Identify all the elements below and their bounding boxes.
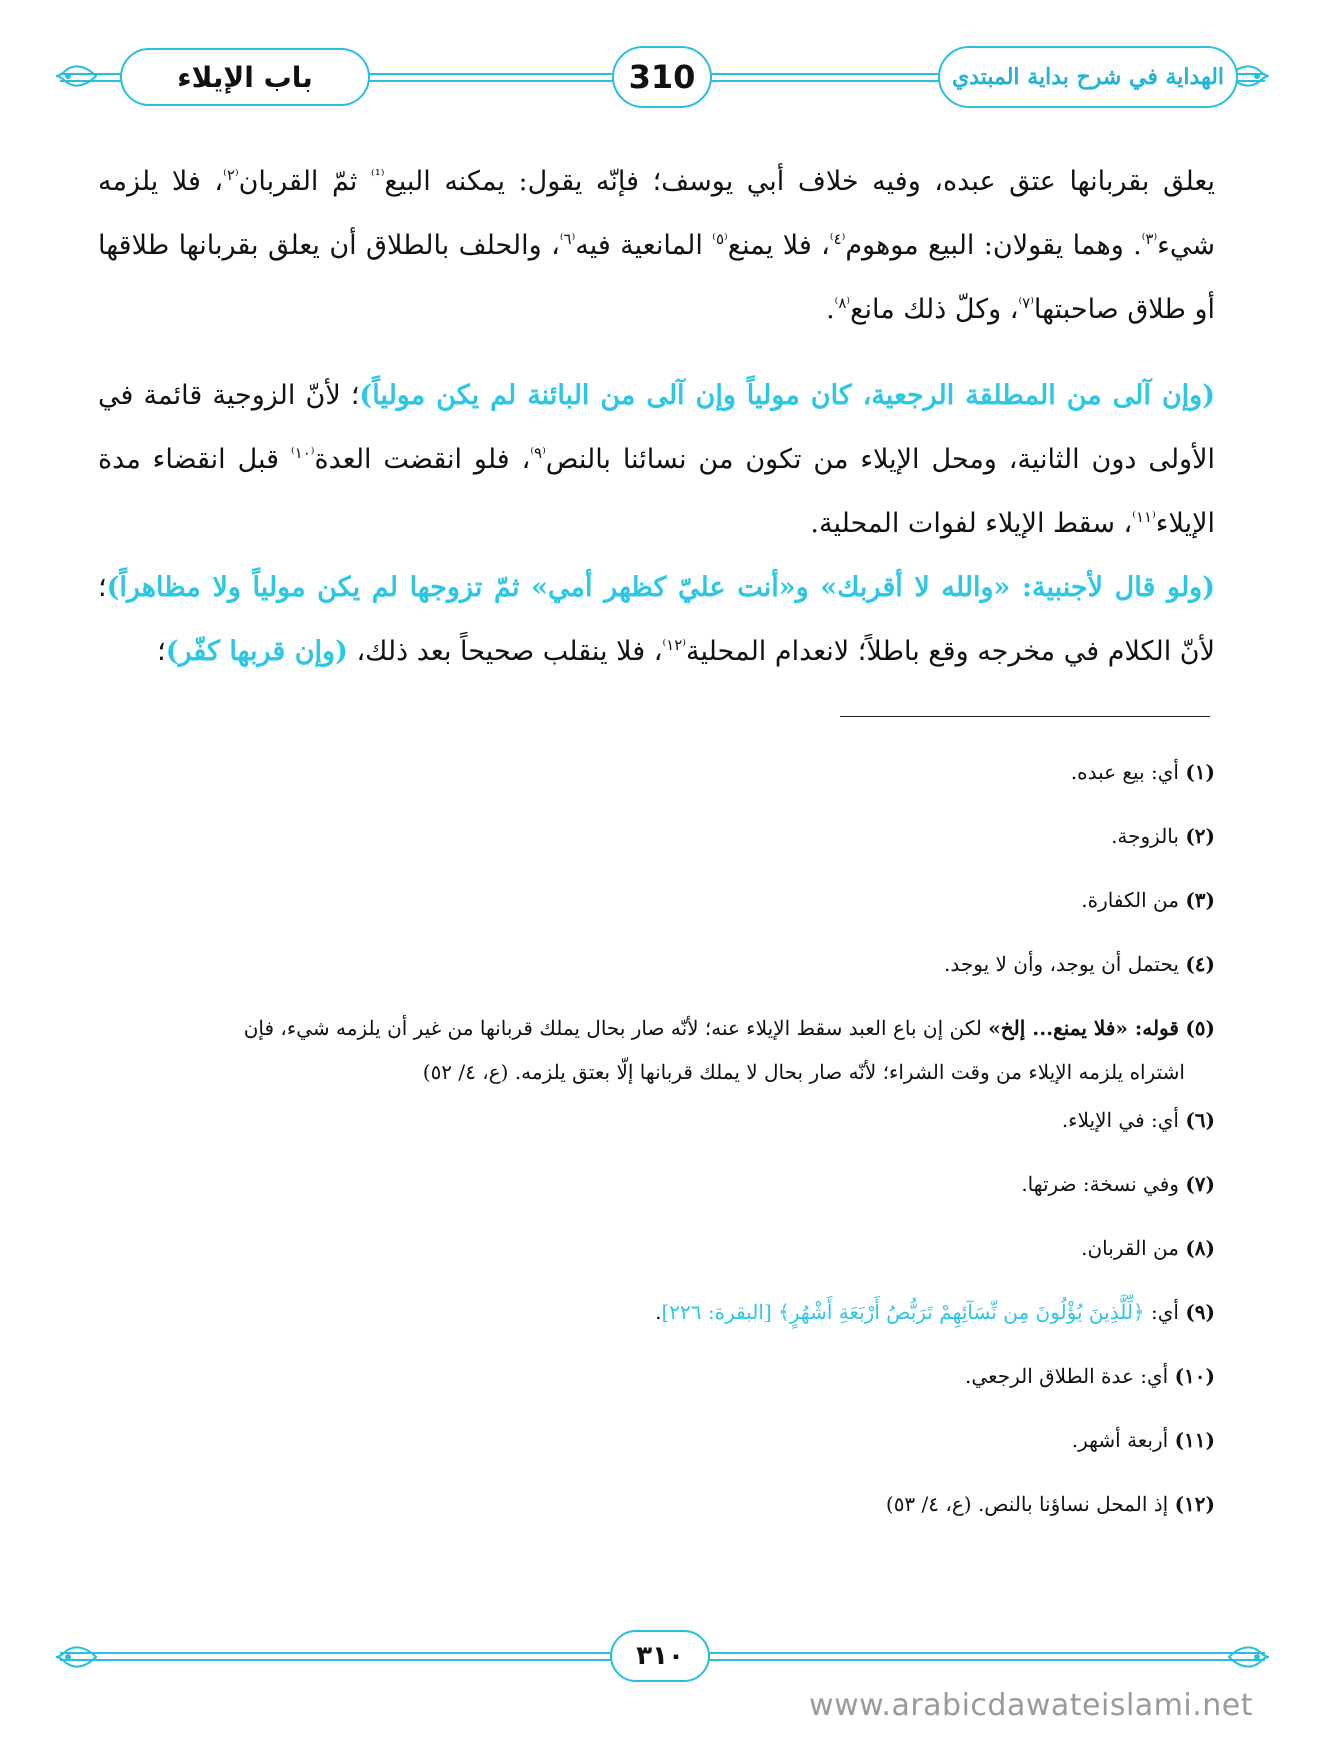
matn-highlight: (وإن آلى من المطلقة الرجعية، كان مولياً وإن آلى من البائنة لم يكن مولياً) bbox=[359, 380, 1215, 411]
footnote-10: (١٠) أي: عدة الطلاق الرجعي. bbox=[965, 1364, 1215, 1388]
left-ornament-icon bbox=[54, 62, 98, 90]
book-title: الهداية في شرح بداية المبتدي bbox=[938, 46, 1238, 108]
footnote-9: (٩) أي: ﴿لِّلَّذِينَ يُؤْلُونَ مِن نِّسَآئِهِمْ تَرَبُّصُ أَرْبَعَةِ أَشْهُرٍ﴾ [البقرة: ٢٢٦]. bbox=[655, 1300, 1215, 1324]
header-page-number: 310 bbox=[612, 46, 712, 108]
footnote-5: (٥) قوله: «فلا يمنع... إلخ» لكن إن باع العبد سقط الإيلاء عنه؛ لأنّه صار بحال يملك قربانها من غير أن يلزمه شيء، فإن اشتراه يلزمه الإيلاء من وقت الشراء؛ لأنّه صار بحال لا يملك قربانها إلّا بعتق يلزمه. (ع، ٤/ ٥٢) bbox=[243, 1016, 1215, 1084]
footnote-divider bbox=[840, 716, 1210, 717]
paragraph-3: (ولو قال لأجنبية: «والله لا أقربك» و«أنت عليّ كظهر أمي» ثمّ تزوجها لم يكن مولياً ولا مظاهراً)؛ لأنّ الكلام في مخرجه وقع باطلاً؛ لانعدام المحلية$^{^(١٢^)}$، فلا ينقلب صحيحاً بعد ذلك، (وإن قربها كفّر)؛ bbox=[98, 572, 1215, 667]
left-ornament-icon bbox=[54, 1643, 98, 1671]
matn-highlight: (ولو قال لأجنبية: «والله لا أقربك» و«أنت عليّ كظهر أمي» ثمّ تزوجها لم يكن مولياً ولا مظاهراً) bbox=[106, 572, 1215, 603]
footnote-8: (٨) من القربان. bbox=[1081, 1236, 1215, 1260]
quran-verse: ﴿لِّلَّذِينَ يُؤْلُونَ مِن نِّسَآئِهِمْ تَرَبُّصُ أَرْبَعَةِ أَشْهُرٍ﴾ [البقرة: ٢٢٦] bbox=[661, 1300, 1145, 1324]
footer-page-number: ٣١٠ bbox=[610, 1630, 710, 1682]
paragraph-1: يعلق بقربانها عتق عبده، وفيه خلاف أبي يوسف؛ فإنّه يقول: يمكنه البيع$^{^{(1)}}$ ثمّ القربان$^{^(٢^)}$، فلا يلزمه شيء$^{^(٣^)}$. وهما يقولان: البيع موهوم$^{^(٤^)}$، فلا يمنع$^{^(٥^)}$ المانعية فيه$^{^(٦^)}$، والحلف بالطلاق أن يعلق بقربانها طلاقها أو طلاق صاحبتها$^{^(٧^)}$، وكلّ ذلك مانع$^{^(٨^)}$. bbox=[98, 166, 1215, 325]
footnote-11: (١١) أربعة أشهر. bbox=[1071, 1428, 1215, 1452]
footnote-4: (٤) يحتمل أن يوجد، وأن لا يوجد. bbox=[944, 952, 1215, 976]
footnote-12: (١٢) إذ المحل نساؤنا بالنص. (ع، ٤/ ٥٣) bbox=[885, 1492, 1215, 1516]
footnote-7: (٧) وفي نسخة: ضرتها. bbox=[1021, 1172, 1215, 1196]
footnote-6: (٦) أي: في الإيلاء. bbox=[1061, 1108, 1215, 1132]
paragraph-2: (وإن آلى من المطلقة الرجعية، كان مولياً وإن آلى من البائنة لم يكن مولياً)؛ لأنّ الزوجية قائمة في الأولى دون الثانية، ومحل الإيلاء من تكون من نسائنا بالنص$^{^(٩^)}$، فلو انقضت العدة$^{^(١٠^)}$ قبل انقضاء مدة الإيلاء$^{^(١١^)}$، سقط الإيلاء لفوات المحلية. bbox=[98, 380, 1215, 539]
footnotes bbox=[95, 756, 1215, 1552]
matn-highlight: (وإن قربها كفّر) bbox=[165, 636, 348, 667]
website-url[interactable]: www.arabicdawateislami.net bbox=[809, 1688, 1253, 1723]
footnote-2: (٢) بالزوجة. bbox=[1111, 824, 1215, 848]
main-text bbox=[98, 150, 1215, 684]
chapter-title: باب الإيلاء bbox=[120, 48, 370, 106]
footnote-1: (١) أي: بيع عبده. bbox=[1070, 760, 1215, 784]
right-ornament-icon bbox=[1227, 1643, 1271, 1671]
footnote-3: (٣) من الكفارة. bbox=[1081, 888, 1215, 912]
